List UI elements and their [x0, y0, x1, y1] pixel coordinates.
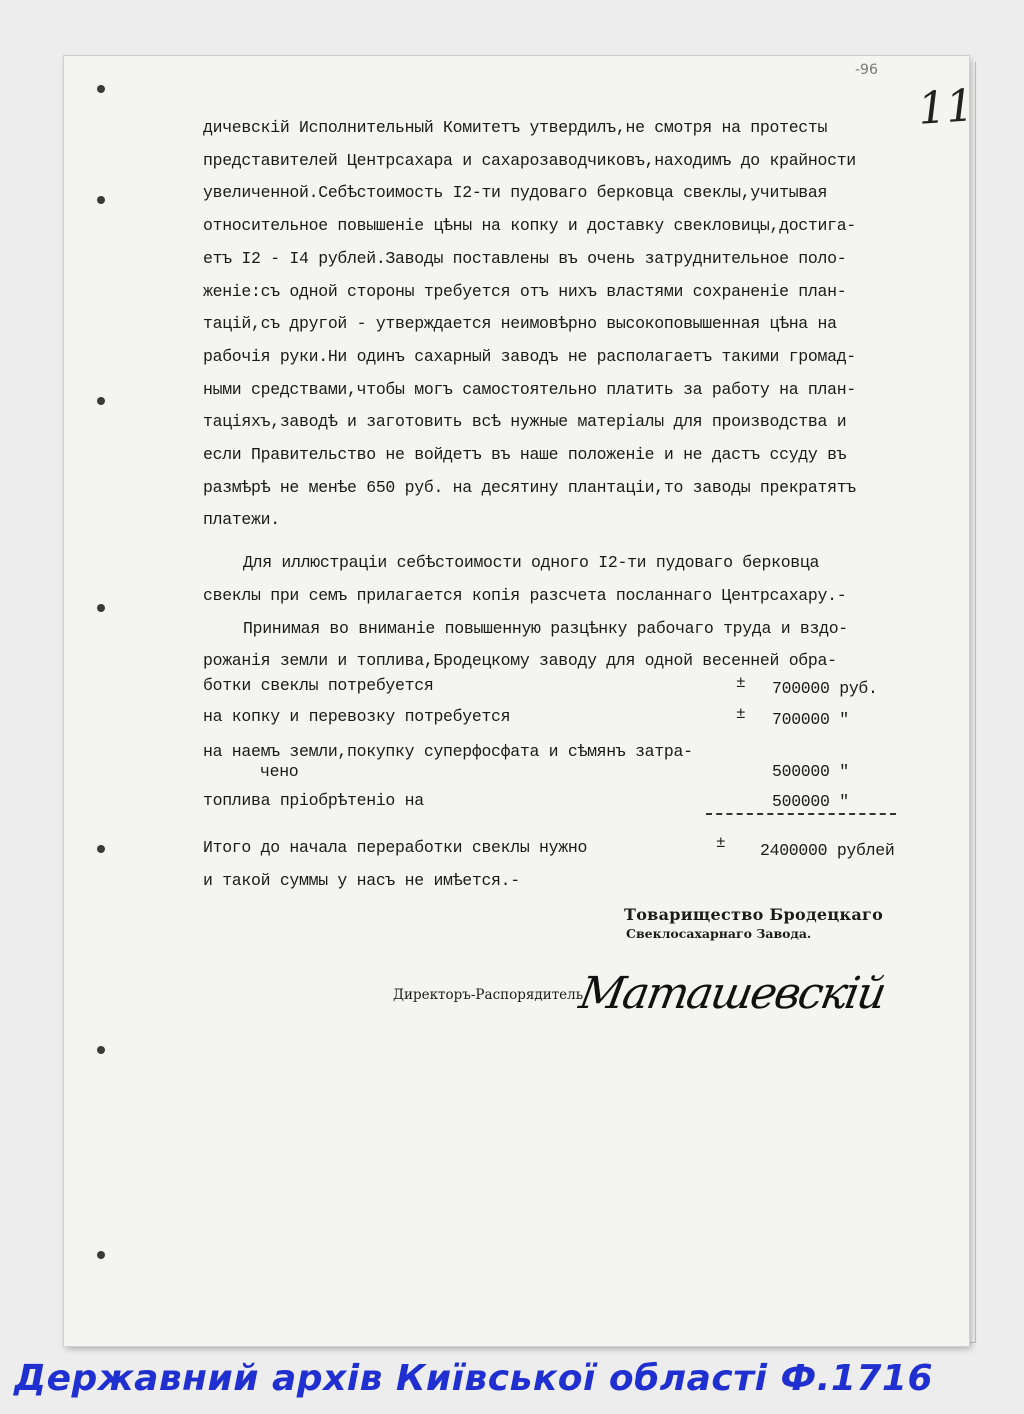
punch-hole: [97, 196, 105, 204]
expense-amount: 700000 руб.: [772, 679, 878, 698]
expense-label-continued: чено: [260, 762, 299, 781]
director-signature: Маташевскій: [575, 968, 889, 1019]
company-stamp: [624, 905, 883, 941]
expense-label: ботки свеклы потребуется: [203, 676, 434, 695]
text-line: тацій,съ другой - утверждается неимовѣрно высокоповышенная цѣна на: [203, 314, 837, 334]
stamp-line: Свеклосахарнаго Завода.: [626, 926, 812, 941]
text-line: ными средствами,чтобы могъ самостоятельно платить за работу на план-: [203, 379, 856, 399]
body-text: [203, 112, 945, 678]
text-line: увеличенной.Себѣстоимость I2-ти пудоваго берковца свеклы,учитывая: [203, 183, 828, 203]
punch-hole: [97, 1251, 105, 1259]
expense-amount: 500000 ": [772, 792, 849, 811]
total-note: и такой суммы у насъ не имѣется.-: [203, 871, 520, 890]
text-line: дичевскій Исполнительный Комитетъ утвердилъ,не смотря на протесты: [203, 118, 828, 137]
text-line: если Правительство не войдетъ въ наше положеніе и не дастъ ссуду въ: [203, 445, 847, 465]
text-line: Принимая во вниманіе повышенную разцѣнку рабочаго труда и вздо-: [243, 618, 848, 638]
director-title: Директоръ-Распорядитель: [393, 987, 584, 1003]
text-line: женіе:съ одной стороны требуется отъ нихъ властями сохраненіе план-: [203, 281, 847, 301]
text-line: платежи.: [203, 510, 280, 530]
text-line: относительное повышеніе цѣны на копку и доставку свекловицы,достига-: [203, 216, 856, 236]
expense-amount: 500000 ": [772, 762, 849, 781]
folio-number: 11: [916, 80, 976, 135]
punch-hole: [97, 397, 105, 405]
expense-amount: 700000 ": [772, 710, 849, 729]
plus-minus-sign: ±: [736, 674, 746, 692]
expense-label: на наемъ земли,покупку суперфосфата и сѣмянъ затра-: [203, 742, 693, 761]
plus-minus-sign: ±: [736, 705, 746, 723]
archive-watermark: Державний архів Київської області Ф.1716: [14, 1358, 934, 1399]
text-line: рабочія руки.Ни одинъ сахарный заводъ не располагаетъ такими громад-: [203, 346, 856, 366]
text-line: Для иллюстраціи себѣстоимости одного I2-ти пудоваго берковца: [243, 553, 820, 573]
punch-hole: [97, 85, 105, 93]
stamp-line: Товарищество Бродецкаго: [624, 905, 884, 924]
total-amount: 2400000 рублей: [760, 841, 895, 860]
plus-minus-sign: ±: [716, 834, 726, 852]
text-line: размѣрѣ не менѣе 650 руб. на десятину плантаціи,то заводы прекратятъ: [203, 477, 856, 497]
sum-rule: [706, 813, 896, 815]
text-line: рожанія земли и топлива,Бродецкому заводу для одной весенней обра-: [203, 651, 837, 671]
text-line: представителей Центрсахара и сахарозаводчиковъ,находимъ до крайности: [203, 150, 856, 170]
expense-label: на копку и перевозку потребуется: [203, 707, 511, 726]
text-line: етъ I2 - I4 рублей.Заводы поставлены въ очень затруднительное поло-: [203, 248, 847, 268]
text-line: таціяхъ,заводѣ и заготовить всѣ нужные матеріалы для производства и: [203, 412, 847, 432]
expense-label: топлива пріобрѣтеніо на: [203, 791, 424, 810]
punch-hole: [97, 1046, 105, 1054]
old-folio-number: -96: [855, 62, 878, 78]
punch-hole: [97, 845, 105, 853]
punch-hole: [97, 604, 105, 612]
text-line: свеклы при семъ прилагается копія разсчета посланнаго Центрсахару.-: [203, 585, 847, 605]
total-label: Итого до начала переработки свеклы нужно: [203, 838, 588, 857]
